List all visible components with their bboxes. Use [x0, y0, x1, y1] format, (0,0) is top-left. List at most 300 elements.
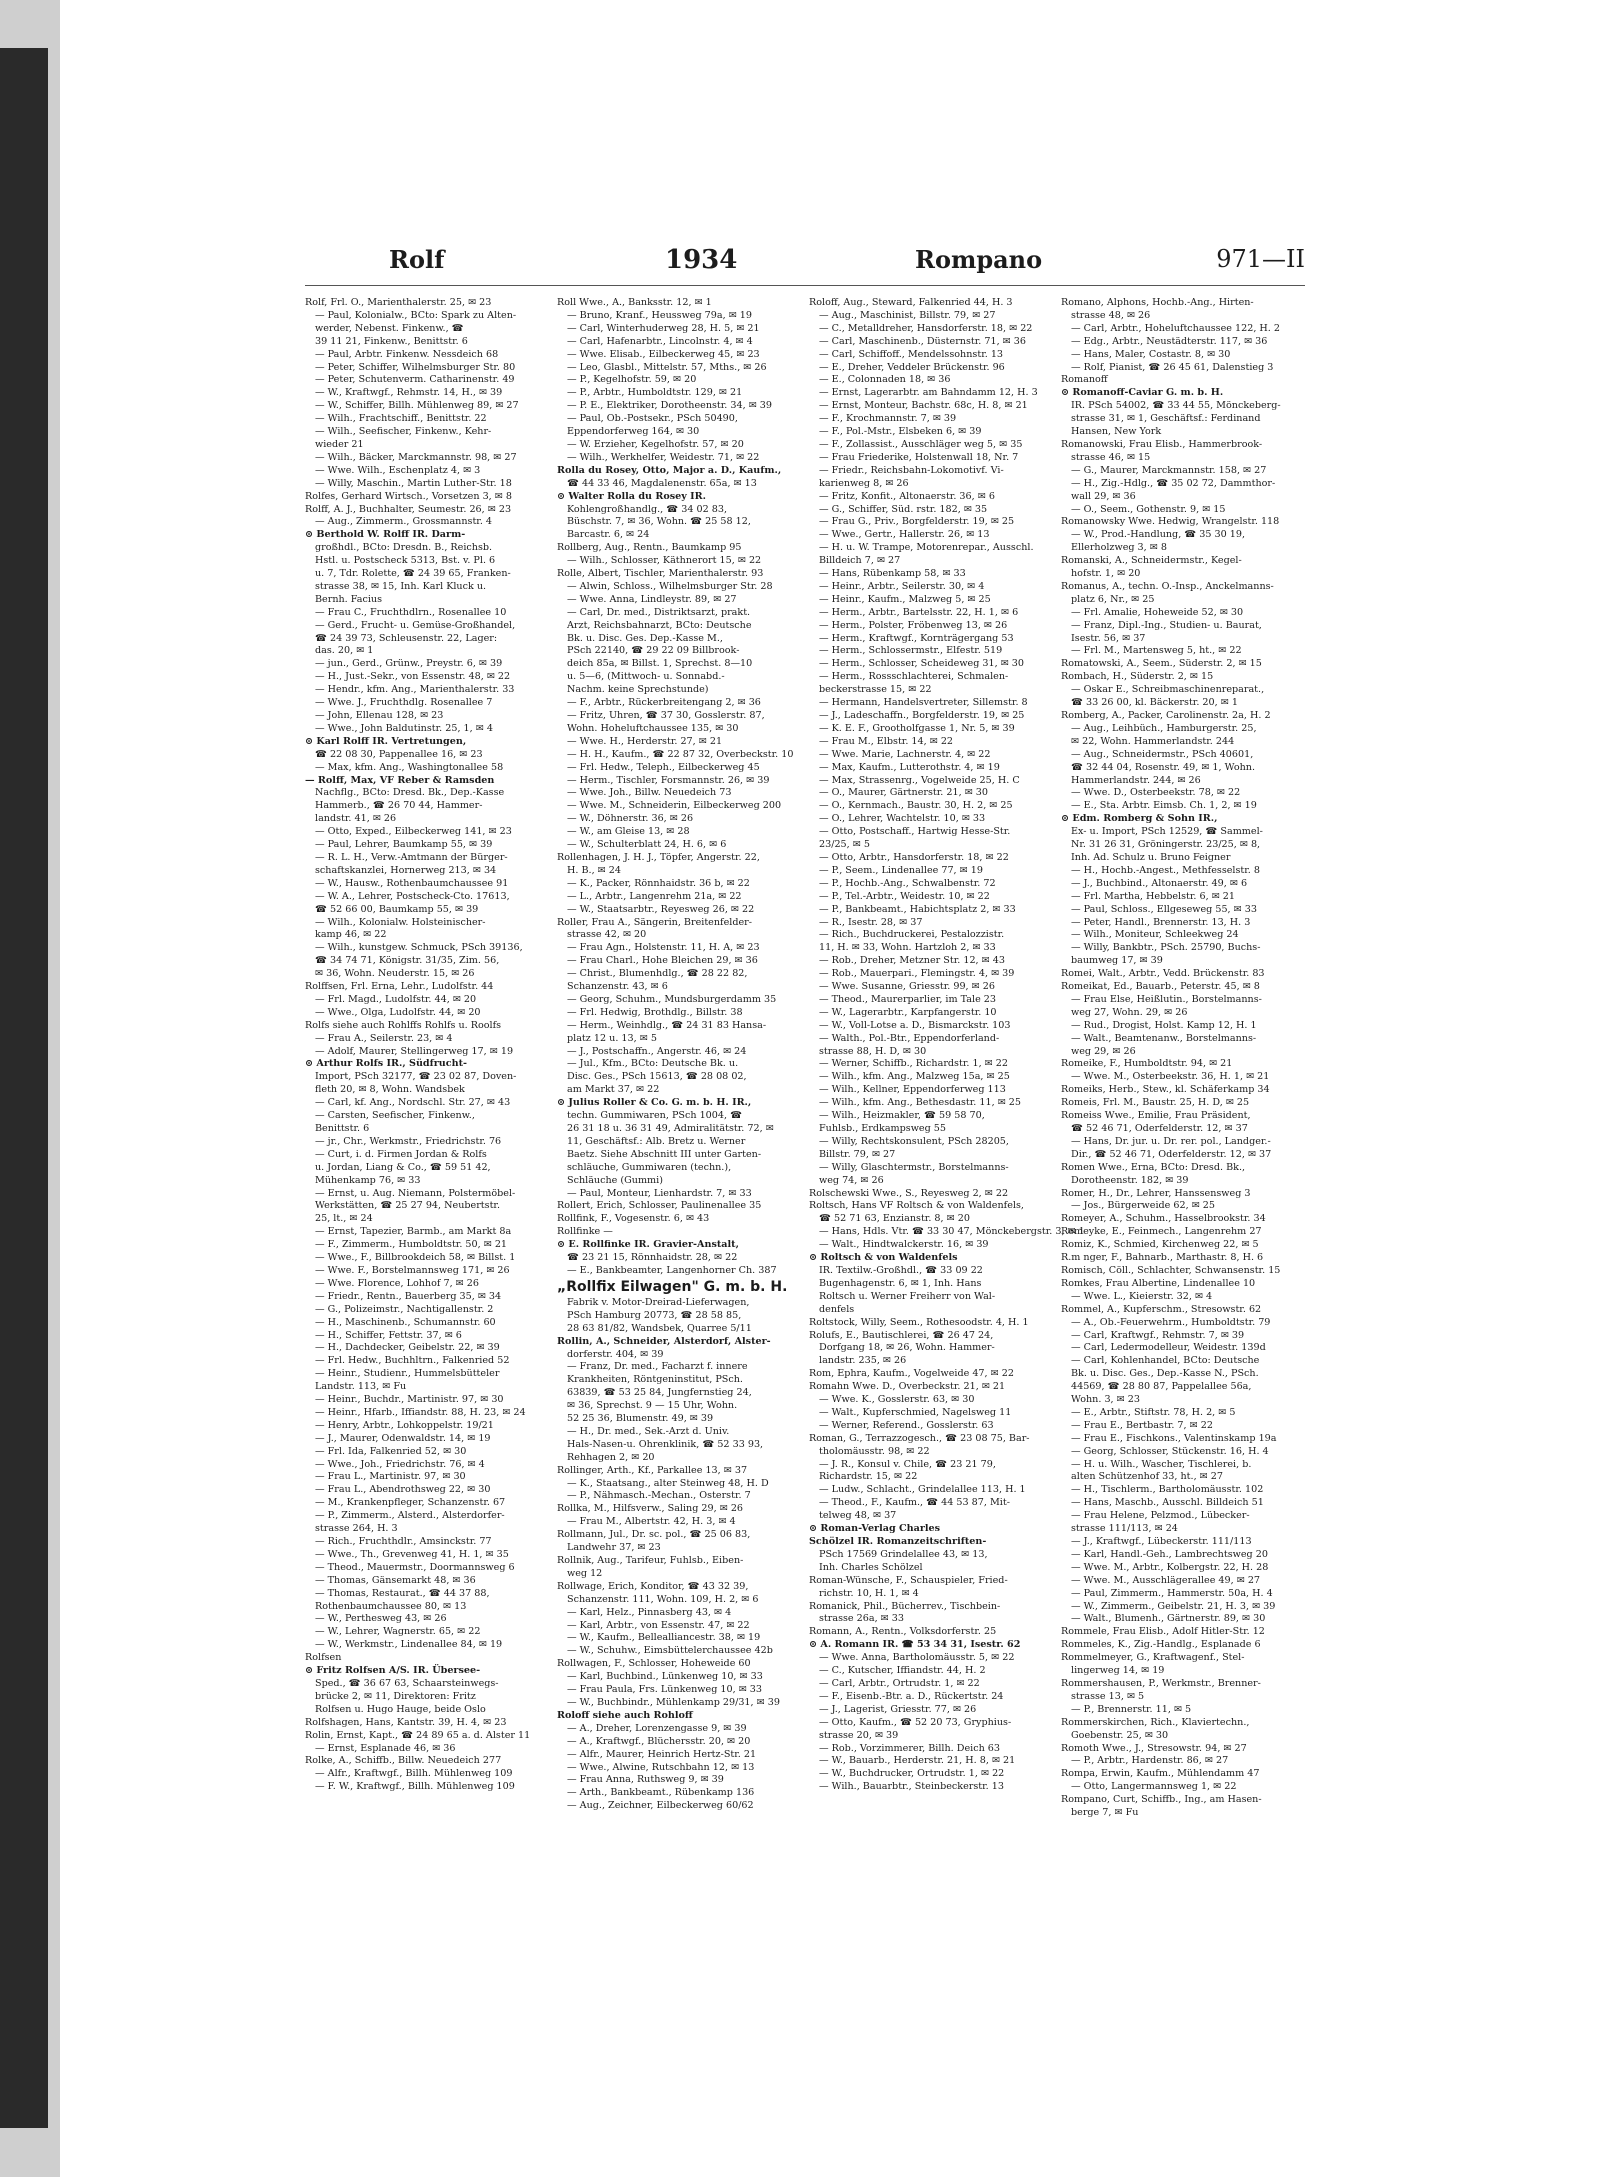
directory-entry: Wohn. 3, ✉ 23: [1071, 1394, 1140, 1406]
directory-entry: Rom, Ephra, Kaufm., Vogelweide 47, ✉ 22: [809, 1368, 1014, 1380]
directory-entry: Rommel, A., Kupferschm., Stresowstr. 62: [1061, 1303, 1262, 1315]
directory-entry: schläuche, Gummiwaren (techn.),: [567, 1161, 732, 1173]
directory-entry: Rolffsen, Frl. Erna, Lehr., Ludolfstr. 44: [305, 981, 494, 993]
directory-entry: — G., Schiffer, Süd. rstr. 182, ✉ 35: [819, 503, 988, 515]
directory-entry: Richardstr. 15, ✉ 22: [819, 1471, 918, 1483]
directory-entry: 26 31 18 u. 36 31 49, Admiralitätstr. 72, ✉: [567, 1123, 774, 1134]
directory-entry: — F., Krochmannstr. 7, ✉ 39: [819, 413, 957, 425]
directory-entry: fleth 20, ✉ 8, Wohn. Wandsbek: [315, 1084, 465, 1096]
directory-entry: — F., Arbtr., Rückerbreitengang 2, ✉ 36: [567, 697, 761, 709]
directory-entry: — Rob., Mauerpari., Flemingstr. 4, ✉ 39: [819, 968, 1015, 980]
directory-entry: H. B., ✉ 24: [567, 864, 621, 876]
directory-entry: — A., Kraftwgf., Blüchersstr. 20, ✉ 20: [567, 1735, 751, 1747]
directory-entry: — W., Voll-Lotse a. D., Bismarckstr. 103: [819, 1019, 1011, 1031]
directory-entry: ☎ 22 08 30, Pappenallee 16, ✉ 23: [315, 748, 483, 760]
directory-entry: — Frl. Amalie, Hoheweide 52, ✉ 30: [1071, 606, 1244, 618]
directory-entry: — Franz, Dr. med., Facharzt f. innere: [567, 1361, 748, 1373]
directory-entry: — Heinr., Arbtr., Seilerstr. 30, ✉ 4: [819, 580, 985, 592]
directory-entry: — Willy, Bankbtr., PSch. 25790, Buchs-: [1071, 942, 1261, 954]
directory-entry: — Rolf, Pianist, ☎ 26 45 61, Dalenstieg 3: [1071, 361, 1274, 373]
directory-entry: werder, Nebenst. Finkenw., ☎: [315, 322, 464, 334]
directory-entry: — W., Döhnerstr. 36, ✉ 26: [567, 813, 694, 825]
directory-entry: — P., Kegelhofstr. 59, ✉ 20: [567, 374, 697, 386]
directory-entry: — Herm., Schlosser, Scheideweg 31, ✉ 30: [819, 658, 1025, 670]
directory-entry: — Oskar E., Schreibmaschinenreparat.,: [1071, 684, 1265, 696]
directory-entry: ⊙ A. Romann IR. ☎ 53 34 31, Isestr. 62: [809, 1639, 1021, 1651]
directory-entry: — H., Just.-Sekr., von Essenstr. 48, ✉ 22: [315, 671, 511, 683]
directory-entry: — Frl. Martha, Hebbelstr. 6, ✉ 21: [1071, 890, 1236, 902]
directory-entry: ⊙ Romanoff-Caviar G. m. b. H.: [1061, 387, 1224, 399]
directory-entry: — Frl. Hedwig, Brothdlg., Billstr. 38: [567, 1006, 743, 1018]
directory-entry: — Frau M., Elbstr. 14, ✉ 22: [819, 735, 954, 747]
directory-entry: — J., Postschaffn., Angerstr. 46, ✉ 24: [567, 1045, 747, 1057]
directory-entry: — H., Zig.-Hdlg., ☎ 35 02 72, Dammthor-: [1071, 477, 1276, 489]
directory-entry: — Willy, Rechtskonsulent, PSch 28205,: [819, 1135, 1009, 1147]
directory-entry: — P., Seem., Lindenallee 77, ✉ 19: [819, 864, 983, 876]
directory-entry: ☎ 23 21 15, Rönnhaidstr. 28, ✉ 22: [567, 1252, 738, 1264]
directory-entry: — Wwe., Olga, Ludolfstr. 44, ✉ 20: [315, 1006, 481, 1018]
directory-entry: — Frau G., Priv., Borgfelderstr. 19, ✉ 25: [819, 516, 1015, 528]
directory-entry: — Wwe. D., Osterbeekstr. 78, ✉ 22: [1071, 787, 1241, 799]
directory-entry: — E., Dreher, Veddeler Brückenstr. 96: [819, 361, 1005, 373]
directory-entry: — Wwe. M., Schneiderin, Eilbeckerweg 200: [567, 800, 782, 812]
directory-entry: Rollwage, Erich, Konditor, ☎ 43 32 39,: [557, 1580, 749, 1592]
directory-entry: — Wwe., Alwine, Rutschbahn 12, ✉ 13: [567, 1761, 755, 1773]
directory-entry: — H., Maschinenb., Schumannstr. 60: [315, 1316, 496, 1328]
directory-entry: — Wwe. Anna, Bartholomäusstr. 5, ✉ 22: [819, 1652, 1015, 1664]
directory-entry: — Peter, Handl., Brennerstr. 13, H. 3: [1071, 916, 1251, 928]
directory-entry: — Peter, Schiffer, Wilhelmsburger Str. 80: [315, 361, 516, 373]
directory-entry: — H., Dachdecker, Geibelstr. 22, ✉ 39: [315, 1342, 500, 1354]
directory-entry: 63839, ☎ 53 25 84, Jungfernstieg 24,: [567, 1387, 752, 1399]
directory-entry: — Rolff, Max, VF Reber & Ramsden: [305, 774, 495, 786]
directory-entry: — Wwe. Wilh., Eschenplatz 4, ✉ 3: [315, 464, 481, 476]
directory-entry: — John, Ellenau 128, ✉ 23: [315, 710, 444, 721]
directory-entry: strasse 88, H. D, ✉ 30: [819, 1045, 927, 1057]
directory-entry: — F., Pol.-Mstr., Elsbeken 6, ✉ 39: [819, 426, 982, 438]
directory-entry: — J., Lagerist, Griesstr. 77, ✉ 26: [819, 1703, 977, 1715]
running-head-first: Rolf: [389, 245, 445, 274]
directory-entry: — Theod., Maurerparlier, im Tale 23: [819, 993, 997, 1005]
directory-entry: — Carl, Arbtr., Ortrudstr. 1, ✉ 22: [819, 1677, 980, 1689]
directory-entry: — Frau L., Martinistr. 97, ✉ 30: [315, 1471, 466, 1483]
directory-entry: Schölzel IR. Romanzeitschriften-: [809, 1536, 987, 1547]
directory-entry: Rolle, Albert, Tischler, Marienthalerstr. 93: [557, 568, 764, 580]
directory-entry: — Aug., Zimmerm., Grossmannstr. 4: [315, 516, 493, 528]
directory-entry: — Otto, Langermannsweg 1, ✉ 22: [1071, 1781, 1237, 1793]
directory-page: [305, 245, 1305, 2065]
directory-entry: hofstr. 1, ✉ 20: [1071, 568, 1141, 580]
directory-entry: — Wilh., Kellner, Eppendorferweg 113: [819, 1084, 1006, 1096]
directory-entry: ✉ 36, Wohn. Neuderstr. 15, ✉ 26: [315, 968, 475, 980]
directory-entry: — W., Staatsarbtr., Reyesweg 26, ✉ 22: [567, 903, 755, 915]
directory-entry: Fuhlsb., Erdkampsweg 55: [819, 1123, 947, 1134]
directory-entry: strasse 264, H. 3: [315, 1523, 398, 1535]
directory-entry: — J. R., Konsul v. Chile, ☎ 23 21 79,: [819, 1458, 996, 1470]
directory-entry: Roman-Wünsche, F., Schauspieler, Fried-: [809, 1574, 1008, 1586]
directory-entry: Rolfs siehe auch Rohlffs Rohlfs u. Roolfs: [305, 1019, 502, 1031]
directory-entry: — Wwe. L., Kieierstr. 32, ✉ 4: [1071, 1290, 1213, 1302]
directory-entry: PSch 17569 Grindelallee 43, ✉ 13,: [819, 1548, 988, 1560]
directory-entry: tholomäusstr. 98, ✉ 22: [819, 1445, 930, 1457]
directory-entry: ☎ 44 33 46, Magdalenenstr. 65a, ✉ 13: [567, 477, 757, 489]
directory-entry: Romann, A., Rentn., Volksdorferstr. 25: [809, 1626, 997, 1638]
directory-entry: am Markt 37, ✉ 22: [567, 1084, 660, 1096]
directory-entry: Rommerskirchen, Rich., Klaviertechn.,: [1061, 1716, 1250, 1728]
directory-entry: — Carl, kf. Ang., Nordschl. Str. 27, ✉ 43: [315, 1097, 511, 1109]
directory-entry: — E., Colonnaden 18, ✉ 36: [819, 374, 951, 386]
directory-entry: — Gerd., Frucht- u. Gemüse-Großhandel,: [315, 619, 516, 631]
directory-entry: — Herm., Tischler, Forsmannstr. 26, ✉ 39: [567, 774, 770, 786]
directory-entry: — Rich., Fruchthdlr., Amsinckstr. 77: [315, 1536, 492, 1547]
running-head-year: 1934: [665, 245, 738, 275]
directory-entry: Disc. Ges., PSch 15613, ☎ 28 08 02,: [567, 1071, 747, 1083]
directory-entry: — Frau E., Fischkons., Valentinskamp 19a: [1071, 1432, 1277, 1444]
directory-entry: — Frau Paula, Frs. Lünkenweg 10, ✉ 33: [567, 1684, 762, 1696]
directory-entry: — F., Zimmerm., Humboldtstr. 50, ✉ 21: [315, 1239, 508, 1251]
directory-entry: — Rich., Buchdruckerei, Pestalozzistr.: [819, 929, 1005, 941]
directory-entry: Rollmann, Jul., Dr. sc. pol., ☎ 25 06 83,: [557, 1529, 751, 1541]
directory-entry: — W., Werkmstr., Lindenallee 84, ✉ 19: [315, 1639, 503, 1651]
directory-entry: — H., Hochb.-Angest., Methfesselstr. 8: [1071, 864, 1261, 876]
directory-entry: Isestr. 56, ✉ 37: [1071, 632, 1146, 644]
directory-entry: — W. A., Lehrer, Postscheck-Cto. 17613,: [315, 890, 510, 902]
directory-entry: — Heinr., Kaufm., Malzweg 5, ✉ 25: [819, 593, 991, 605]
directory-entry: „Rollfix Eilwagen" G. m. b. H.: [557, 1278, 788, 1295]
directory-entry: — Wwe. M., Arbtr., Kolbergstr. 22, H. 28: [1071, 1561, 1269, 1573]
directory-entry: — Frau M., Albertstr. 42, H. 3, ✉ 4: [567, 1516, 736, 1528]
directory-entry: 11, Geschäftsf.: Alb. Bretz u. Werner: [567, 1135, 746, 1147]
directory-entry: Romahn Wwe. D., Overbeckstr. 21, ✉ 21: [809, 1381, 1006, 1393]
directory-entry: ⊙ Roltsch & von Waldenfels: [809, 1252, 958, 1264]
directory-entry: — Rud., Drogist, Holst. Kamp 12, H. 1: [1071, 1019, 1257, 1031]
directory-entry: — W., Schuhw., Eimsbüttelerchaussee 42b: [567, 1645, 773, 1657]
directory-entry: Romeiss Wwe., Emilie, Frau Präsident,: [1061, 1110, 1251, 1122]
directory-entry: — Ernst, Tapezier, Barmb., am Markt 8a: [315, 1226, 512, 1238]
directory-entry: Mühenkamp 76, ✉ 33: [315, 1174, 421, 1186]
directory-entry: strasse 26a, ✉ 33: [819, 1613, 904, 1625]
directory-entry: landstr. 235, ✉ 26: [819, 1355, 907, 1367]
directory-entry: — Carl, Hafenarbtr., Lincolnstr. 4, ✉ 4: [567, 335, 753, 347]
running-head-last: Rompano: [915, 245, 1043, 274]
directory-entry: Romkes, Frau Albertine, Lindenallee 10: [1061, 1277, 1256, 1289]
book-spine-edge: [0, 48, 48, 2128]
directory-entry: — Herm., Arbtr., Bartelsstr. 22, H. 1, ✉ 6: [819, 606, 1019, 618]
directory-entry: Krankheiten, Röntgeninstitut, PSch.: [567, 1374, 743, 1386]
directory-entry: Benittstr. 6: [315, 1123, 370, 1134]
directory-entry: — O., Kernmach., Baustr. 30, H. 2, ✉ 25: [819, 800, 1013, 812]
directory-entry: — H., Schiffer, Fettstr. 37, ✉ 6: [315, 1329, 462, 1341]
directory-entry: — Walt., Hindtwalckerstr. 16, ✉ 39: [819, 1239, 989, 1251]
directory-entry: Sped., ☎ 36 67 63, Schaarsteinwegs-: [315, 1677, 499, 1689]
directory-entry: — J., Maurer, Odenwaldstr. 14, ✉ 19: [315, 1432, 491, 1444]
directory-entry: Wohn. Hoheluftchaussee 135, ✉ 30: [567, 722, 739, 734]
directory-entry: — G., Polizeimstr., Nachtigallenstr. 2: [315, 1303, 494, 1315]
directory-entry: techn. Gummiwaren, PSch 1004, ☎: [567, 1110, 743, 1122]
directory-entry: Rolufs, E., Bautischlerei, ☎ 26 47 24,: [809, 1329, 994, 1341]
directory-entry: schaftskanzlei, Hornerweg 213, ✉ 34: [315, 864, 497, 876]
directory-entry: — Frau Charl., Hohe Bleichen 29, ✉ 36: [567, 955, 758, 967]
directory-entry: ☎ 34 74 71, Königstr. 31/35, Zim. 56,: [315, 955, 500, 967]
directory-entry: — Rob., Vorzimmerer, Billh. Deich 63: [819, 1742, 1001, 1754]
directory-entry: Rolfsen u. Hugo Hauge, beide Oslo: [315, 1703, 486, 1715]
directory-entry: Rothenbaumchaussee 80, ✉ 13: [315, 1600, 467, 1612]
directory-entry: baumweg 17, ✉ 39: [1071, 955, 1163, 967]
directory-entry: — Frau Agn., Holstenstr. 11, H. A, ✉ 23: [567, 942, 760, 954]
directory-entry: strasse 46, ✉ 15: [1071, 451, 1151, 463]
directory-entry: — Carl, Schiffoff., Mendelssohnstr. 13: [819, 348, 1004, 360]
directory-entry: — H. u. Wilh., Wascher, Tischlerei, b.: [1071, 1458, 1252, 1470]
directory-entry: Rommelmeyer, G., Kraftwagenf., Stel-: [1061, 1652, 1245, 1664]
page-number: 971—II: [1216, 245, 1305, 273]
directory-entry: Rollnik, Aug., Tarifeur, Fuhlsb., Eiben-: [557, 1555, 744, 1566]
directory-entry: Rolff, A. J., Buchhalter, Seumestr. 26, ✉ 23: [305, 503, 512, 515]
directory-entry: — Wwe. F., Borstelmannsweg 171, ✉ 26: [315, 1264, 510, 1276]
directory-entry: — Ernst, Lagerarbtr. am Bahndamm 12, H. 3: [819, 387, 1038, 399]
directory-entry: — Frl. Hedw., Buchhltrn., Falkenried 52: [315, 1355, 510, 1367]
directory-entry: Romanoff: [1061, 374, 1108, 386]
directory-entry: — Herm., Kraftwgf., Kornträgergang 53: [819, 632, 1014, 644]
directory-entry: ⊙ Fritz Rolfsen A/S. IR. Übersee-: [305, 1665, 481, 1677]
directory-entry: Fabrik v. Motor-Dreirad-Lieferwagen,: [567, 1296, 750, 1308]
directory-entry: — Otto, Exped., Eilbeckerweg 141, ✉ 23: [315, 826, 512, 838]
directory-entry: — Wwe. Joh., Billw. Neuedeich 73: [567, 787, 732, 799]
directory-entry: — Max, kfm. Ang., Washingtonallee 58: [315, 761, 504, 773]
directory-entry: Romisch, Cöll., Schlachter, Schwansenstr. 15: [1061, 1264, 1281, 1276]
directory-entry: — Frl. Magd., Ludolfstr. 44, ✉ 20: [315, 993, 477, 1005]
directory-entry: — Walt., Kupferschmied, Nagelsweg 11: [819, 1406, 1012, 1418]
directory-entry: — Wilh., kunstgew. Schmuck, PSch 39136,: [315, 942, 523, 954]
directory-entry: — Karl, Helz., Pinnasberg 43, ✉ 4: [567, 1606, 732, 1618]
directory-entry: — Karl, Arbtr., von Essenstr. 47, ✉ 22: [567, 1619, 750, 1631]
directory-entry: — Walth., Pol.-Btr., Eppendorferland-: [819, 1032, 1000, 1044]
directory-entry: Romen Wwe., Erna, BCto: Dresd. Bk.,: [1061, 1161, 1246, 1173]
directory-entry: — P., Brennerstr. 11, ✉ 5: [1071, 1703, 1192, 1715]
directory-entry: Landstr. 113, ✉ Fu: [315, 1381, 407, 1393]
directory-entry: — Wilh., kfm. Ang., Malzweg 15a, ✉ 25: [819, 1071, 1010, 1083]
directory-entry: — W., Buchdrucker, Ortrudstr. 1, ✉ 22: [819, 1768, 1005, 1780]
directory-entry: lingerweg 14, ✉ 19: [1071, 1665, 1165, 1677]
directory-entry: — J., Kraftwgf., Lübeckerstr. 111/113: [1071, 1536, 1252, 1547]
directory-entry: platz 6, Nr., ✉ 25: [1071, 593, 1155, 605]
directory-entry: — Carl, Winterhuderweg 28, H. 5, ✉ 21: [567, 322, 760, 334]
directory-entry: großhdl., BCto: Dresdn. B., Reichsb.: [315, 542, 493, 554]
directory-entry: — Hermann, Handelsvertreter, Sillemstr. 8: [819, 697, 1028, 709]
directory-entry: — Frl. M., Martensweg 5, ht., ✉ 22: [1071, 645, 1242, 657]
directory-entry: — Frl. Ida, Falkenried 52, ✉ 30: [315, 1445, 467, 1457]
directory-entry: Bugenhagenstr. 6, ✉ 1, Inh. Hans: [819, 1277, 982, 1289]
directory-entry: — H. H., Kaufm., ☎ 22 87 32, Overbeckstr. 10: [567, 748, 794, 760]
directory-entry: Schläuche (Gummi): [567, 1174, 663, 1186]
directory-entry: — Alfr., Maurer, Heinrich Hertz-Str. 21: [567, 1748, 757, 1760]
directory-entry: beckerstrasse 15, ✉ 22: [819, 684, 932, 696]
directory-entry: strasse 48, ✉ 26: [1071, 309, 1151, 321]
directory-entry: — W. Erzieher, Kegelhofstr. 57, ✉ 20: [567, 438, 744, 450]
page-header: [305, 245, 1305, 275]
directory-entry: — Alwin, Schloss., Wilhelmsburger Str. 28: [567, 580, 773, 592]
directory-entry: telweg 48, ✉ 37: [819, 1510, 897, 1522]
directory-entry: 52 25 36, Blumenstr. 49, ✉ 39: [567, 1413, 714, 1425]
directory-entry: u. 5—6, (Mittwoch- u. Sonnabd.-: [567, 671, 725, 683]
directory-entry: ⊙ Edm. Romberg & Sohn IR.,: [1061, 813, 1218, 825]
directory-entry: Roloff siehe auch Rohloff: [557, 1709, 693, 1721]
directory-entry: — Paul, Schloss., Ellgeseweg 55, ✉ 33: [1071, 903, 1257, 915]
directory-entry: — Karl, Buchbind., Lünkenweg 10, ✉ 33: [567, 1671, 763, 1683]
directory-entry: Landwehr 37, ✉ 23: [567, 1542, 661, 1554]
directory-entry: — Wilh., Schlosser, Käthnerort 15, ✉ 22: [567, 555, 762, 567]
directory-entry: ⊙ Roman-Verlag Charles: [809, 1523, 941, 1535]
directory-entry: — Willy, Glaschtermstr., Borstelmanns-: [819, 1161, 1009, 1173]
directory-entry: Rommershausen, P., Werkmstr., Brenner-: [1061, 1677, 1261, 1689]
directory-entry: — Theod., Mauermstr., Doormannsweg 6: [315, 1561, 515, 1573]
directory-entry: R.m nger, F., Bahnarb., Marthastr. 8, H. 6: [1061, 1252, 1264, 1264]
directory-entry: — Werner, Referend., Gosslerstr. 63: [819, 1419, 994, 1431]
directory-entry: Romeyer, A., Schuhm., Hasselbrookstr. 34: [1061, 1213, 1266, 1225]
directory-entry: ✉ 22, Wohn. Hammerlandstr. 244: [1071, 735, 1235, 747]
directory-entry: — Aug., Schneidermstr., PSch 40601,: [1071, 748, 1254, 760]
directory-entry: 23/25, ✉ 5: [819, 839, 870, 851]
directory-entry: — Wwe. Florence, Lohhof 7, ✉ 26: [315, 1277, 479, 1289]
directory-entry: — Willy, Maschin., Martin Luther-Str. 18: [315, 477, 512, 489]
directory-entry: Romanick, Phil., Bücherrev., Tischbein-: [809, 1600, 1001, 1612]
directory-entry: — Carl, Maschinenb., Düsternstr. 71, ✉ 36: [819, 335, 1026, 347]
column-4: [1061, 297, 1305, 2065]
directory-entry: ☎ 52 46 71, Oderfelderstr. 12, ✉ 37: [1071, 1123, 1248, 1134]
directory-entry: IR. Textilw.-Großhdl., ☎ 33 09 22: [819, 1264, 983, 1276]
directory-entry: Arzt, Reichsbahnarzt, BCto: Deutsche: [567, 619, 752, 631]
directory-entry: — Ernst, Esplanade 46, ✉ 36: [315, 1742, 456, 1754]
directory-columns: [305, 297, 1305, 2065]
directory-entry: IR. PSch 54002, ☎ 33 44 55, Mönckeberg-: [1071, 400, 1281, 412]
directory-entry: — Heinr., Buchdr., Martinistr. 97, ✉ 30: [315, 1394, 504, 1406]
directory-entry: strasse 38, ✉ 15, Inh. Karl Kluck u.: [315, 580, 487, 592]
directory-entry: Rommele, Frau Elisb., Adolf Hitler-Str. 12: [1061, 1626, 1265, 1638]
directory-entry: — W., Bauarb., Herderstr. 21, H. 8, ✉ 21: [819, 1755, 1016, 1767]
directory-entry: Rollka, M., Hilfsverw., Saling 29, ✉ 26: [557, 1503, 744, 1515]
directory-entry: — Thomas, Restaurat., ☎ 44 37 88,: [315, 1587, 490, 1599]
directory-entry: — Georg, Schlosser, Stückenstr. 16, H. 4: [1071, 1445, 1269, 1457]
directory-entry: weg 27, Wohn. 29, ✉ 26: [1071, 1006, 1188, 1018]
directory-entry: — Frau L., Abendrothsweg 22, ✉ 30: [315, 1484, 491, 1496]
directory-entry: PSch Hamburg 20773, ☎ 28 58 85,: [567, 1309, 742, 1321]
directory-entry: 28 63 81/82, Wandsbek, Quarree 5/11: [567, 1322, 752, 1334]
directory-entry: Roll Wwe., A., Banksstr. 12, ✉ 1: [557, 297, 712, 308]
directory-entry: Bk. u. Disc. Ges., Dep.-Kasse N., PSch.: [1071, 1368, 1259, 1380]
directory-entry: — Frau A., Seilerstr. 23, ✉ 4: [315, 1032, 453, 1044]
directory-entry: — W., Prod.-Handlung, ☎ 35 30 19,: [1071, 529, 1246, 541]
directory-entry: weg 74, ✉ 26: [819, 1174, 884, 1186]
directory-entry: Romoth Wwe., J., Stresowstr. 94, ✉ 27: [1061, 1742, 1247, 1754]
directory-entry: Rollfink, F., Vogesenstr. 6, ✉ 43: [557, 1213, 710, 1225]
directory-entry: — Wwe., F., Billbrookdeich 58, ✉ Billst. 1: [315, 1252, 516, 1264]
directory-entry: Hstl. u. Postscheck 5313, Bst. v. Pl. 6: [315, 555, 496, 567]
directory-entry: — Wwe. H., Herderstr. 27, ✉ 21: [567, 735, 723, 747]
directory-entry: Romanski, A., Schneidermstr., Kegel-: [1061, 555, 1242, 567]
directory-entry: Rompa, Erwin, Kaufm., Mühlendamm 47: [1061, 1768, 1260, 1780]
directory-entry: — E., Bankbeamter, Langenhorner Ch. 387: [567, 1264, 777, 1276]
directory-entry: richstr. 10, H. 1, ✉ 4: [819, 1587, 919, 1599]
directory-entry: — Wwe., Th., Grevenweg 41, H. 1, ✉ 35: [315, 1548, 509, 1560]
directory-entry: — H. u. W. Trampe, Motorenrepar., Ausschl.: [819, 542, 1034, 554]
directory-entry: — Wilh., Kolonialw. Holsteinischer-: [315, 916, 486, 928]
directory-entry: — P., Tel.-Arbtr., Weidestr. 10, ✉ 22: [819, 890, 990, 902]
directory-entry: — Jul., Kfm., BCto: Deutsche Bk. u.: [567, 1058, 739, 1070]
directory-entry: ☎ 33 26 00, kl. Bäckerstr. 20, ✉ 1: [1071, 697, 1238, 709]
directory-entry: ⊙ Julius Roller & Co. G. m. b. H. IR.,: [557, 1097, 752, 1109]
directory-entry: ⊙ Karl Rolff IR. Vertretungen,: [305, 735, 467, 747]
directory-entry: — J., Buchbind., Altonaerstr. 49, ✉ 6: [1071, 877, 1248, 889]
directory-entry: Nr. 31 26 31, Gröningerstr. 23/25, ✉ 8,: [1071, 839, 1261, 851]
directory-entry: — O., Seem., Gothenstr. 9, ✉ 15: [1071, 503, 1226, 515]
directory-entry: — W., Schulterblatt 24, H. 6, ✉ 6: [567, 839, 727, 851]
directory-entry: — W., Buchbindr., Mühlenkamp 29/31, ✉ 39: [567, 1696, 780, 1708]
directory-entry: — E., Arbtr., Stiftstr. 78, H. 2, ✉ 5: [1071, 1406, 1236, 1418]
directory-entry: — Herm., Polster, Fröbenweg 13, ✉ 26: [819, 619, 1008, 631]
directory-entry: — Heinr., Studienr., Hummelsbütteler: [315, 1368, 500, 1380]
directory-entry: — Wilh., Bäcker, Marckmannstr. 98, ✉ 27: [315, 451, 517, 463]
directory-entry: — Friedr., Reichsbahn-Lokomotivf. Vi-: [819, 464, 1004, 476]
directory-entry: berge 7, ✉ Fu: [1071, 1807, 1139, 1819]
directory-entry: — Frau Anna, Ruthsweg 9, ✉ 39: [567, 1774, 724, 1786]
directory-entry: weg 12: [567, 1567, 603, 1579]
directory-entry: alten Schützenhof 33, ht., ✉ 27: [1071, 1471, 1223, 1483]
directory-entry: — Karl, Handl.-Geh., Lambrechtsweg 20: [1071, 1548, 1268, 1560]
directory-entry: Nachflg., BCto: Dresd. Bk., Dep.-Kasse: [315, 787, 505, 799]
directory-entry: Rollert, Erich, Schlosser, Paulinenallee 35: [557, 1200, 762, 1212]
directory-entry: karienweg 8, ✉ 26: [819, 477, 909, 489]
directory-entry: Roltsch u. Werner Freiherr von Wal-: [819, 1290, 996, 1302]
directory-entry: Roller, Frau A., Sängerin, Breitenfelder-: [557, 916, 752, 928]
directory-entry: — Rob., Dreher, Metzner Str. 12, ✉ 43: [819, 955, 1005, 967]
directory-entry: — Wwe. K., Gosslerstr. 63, ✉ 30: [819, 1394, 975, 1406]
directory-entry: — M., Krankenpfleger, Schanzenstr. 67: [315, 1497, 506, 1509]
directory-entry: ⊙ Walter Rolla du Rosey IR.: [557, 490, 706, 502]
directory-entry: ☎ 52 66 00, Baumkamp 55, ✉ 39: [315, 903, 479, 915]
directory-entry: Romiz, K., Schmied, Kirchenweg 22, ✉ 5: [1061, 1239, 1259, 1251]
directory-entry: Barcastr. 6, ✉ 24: [567, 529, 650, 541]
directory-entry: — Christ., Blumenhdlg., ☎ 28 22 82,: [567, 968, 748, 980]
directory-entry: — Paul, Zimmerm., Hammerstr. 50a, H. 4: [1071, 1587, 1273, 1599]
directory-entry: — Hans, Hdls. Vtr. ☎ 33 30 47, Mönckebergstr. 3, ✉ 1: [819, 1226, 1085, 1238]
directory-entry: kamp 46, ✉ 22: [315, 929, 387, 941]
directory-entry: Romanowski, Frau Elisb., Hammerbrook-: [1061, 438, 1263, 450]
directory-entry: u. 7, Tdr. Rolette, ☎ 24 39 65, Franken-: [315, 568, 511, 580]
directory-entry: Werkstätten, ☎ 25 27 94, Neubertstr.: [315, 1200, 501, 1212]
directory-entry: Rolschewski Wwe., S., Reyesweg 2, ✉ 22: [809, 1187, 1009, 1199]
directory-entry: Eppendorferweg 164, ✉ 30: [567, 426, 700, 438]
directory-entry: Rommeles, K., Zig.-Handlg., Esplanade 6: [1061, 1639, 1261, 1651]
directory-entry: — P., Zimmerm., Alsterd., Alsterdorfer-: [315, 1510, 505, 1522]
column-2: [557, 297, 801, 2065]
directory-entry: PSch 22140, ☎ 29 22 09 Billbrook-: [567, 645, 740, 657]
directory-entry: Import, PSch 32177, ☎ 23 02 87, Doven-: [315, 1071, 517, 1083]
directory-entry: Romeiks, Herb., Stew., kl. Schäferkamp 34: [1061, 1084, 1270, 1096]
directory-entry: — Wwe. J., Fruchthdlg. Rosenallee 7: [315, 697, 493, 709]
directory-entry: 44569, ☎ 28 80 87, Pappelallee 56a,: [1071, 1381, 1252, 1393]
directory-entry: Rombach, H., Süderstr. 2, ✉ 15: [1061, 671, 1214, 683]
directory-entry: — Ludw., Schlacht., Grindelallee 113, H. 1: [819, 1484, 1026, 1496]
directory-entry: — Adolf, Maurer, Stellingerweg 17, ✉ 19: [315, 1045, 514, 1057]
directory-entry: — C., Kutscher, Iffiandstr. 44, H. 2: [819, 1665, 986, 1677]
directory-entry: — Wilh., Frachtschiff., Benittstr. 22: [315, 413, 487, 425]
directory-entry: Rolla du Rosey, Otto, Major a. D., Kaufm.,: [557, 464, 782, 476]
directory-entry: — Fritz, Konfit., Altonaerstr. 36, ✉ 6: [819, 490, 995, 502]
directory-entry: Baetz. Siehe Abschnitt III unter Garten-: [567, 1148, 762, 1160]
directory-entry: — Friedr., Rentn., Bauerberg 35, ✉ 34: [315, 1290, 502, 1302]
directory-entry: Rollberg, Aug., Rentn., Baumkamp 95: [557, 542, 742, 554]
directory-entry: — Hans, Dr. jur. u. Dr. rer. pol., Landger.-: [1071, 1135, 1271, 1147]
directory-entry: — Thomas, Gänsemarkt 48, ✉ 36: [315, 1574, 476, 1586]
